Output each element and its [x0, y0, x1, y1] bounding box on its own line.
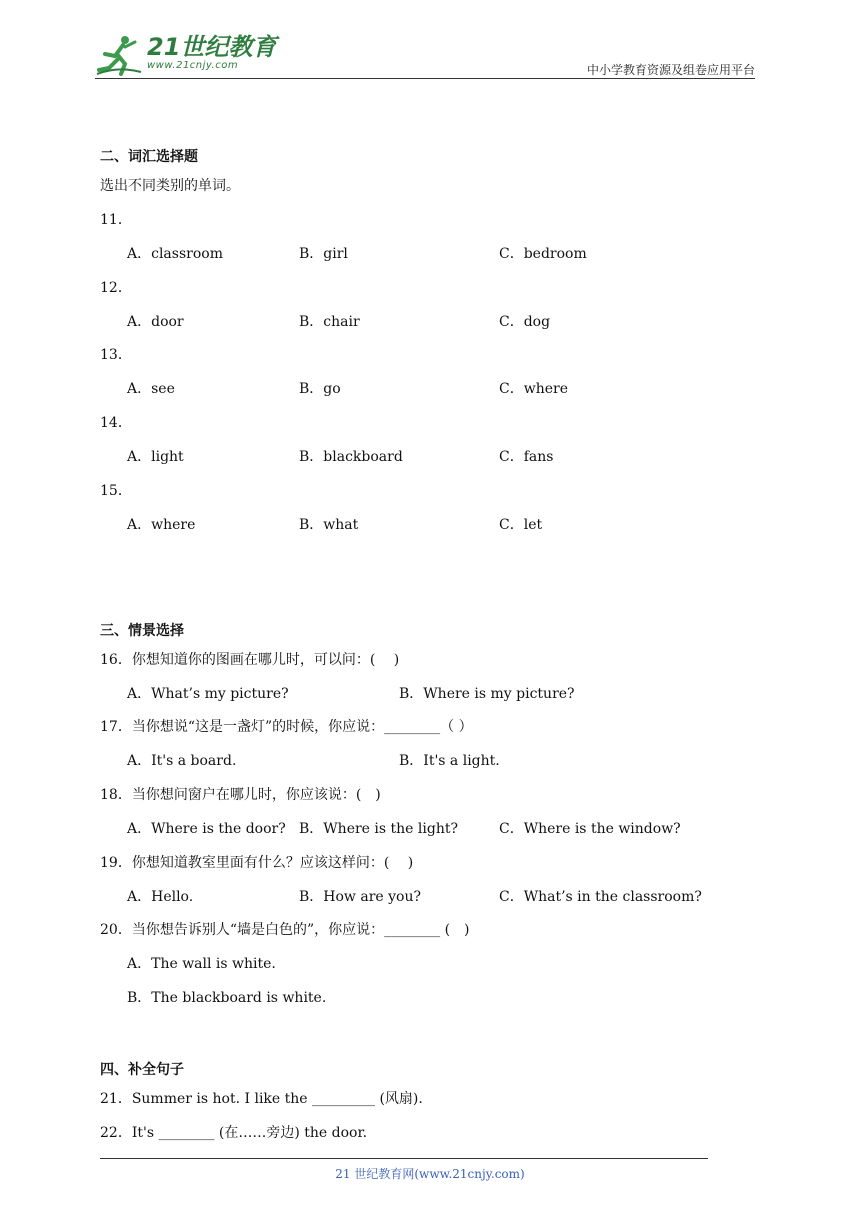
- question-number: 12．: [100, 280, 132, 296]
- question-text: 22．It's ________ (在……旁边) the door.: [100, 1125, 368, 1141]
- option-c: C．Where is the window?: [499, 821, 681, 837]
- platform-name: 中小学教育资源及组卷应用平台: [586, 63, 755, 77]
- option-c: C．let: [499, 517, 543, 533]
- question-text: 21．Summer is hot. I like the _________ (风扇).: [100, 1091, 423, 1107]
- option-a: A．light: [127, 449, 184, 465]
- question-text: 20．当你想告诉别人“墙是白色的”，你应说：________ ( ): [100, 922, 470, 938]
- option-c: C．where: [499, 381, 568, 397]
- section-instruction: 选出不同类别的单词。: [100, 178, 240, 194]
- option-b: B．Where is my picture?: [399, 686, 575, 702]
- option-a: A．where: [127, 517, 196, 533]
- logo-url: www.21cnjy.com: [147, 60, 239, 71]
- question-text: 17．当你想说“这是一盏灯”的时候，你应说：________（ ）: [100, 719, 473, 735]
- option-c: C．fans: [499, 449, 554, 465]
- option-b: B．blackboard: [299, 449, 403, 465]
- option-b: B．Where is the light?: [299, 821, 458, 837]
- section-title: 三、情景选择: [100, 623, 184, 639]
- question-number: 11．: [100, 212, 132, 228]
- question-text: 19．你想知道教室里面有什么？应该这样问：( ): [100, 855, 414, 871]
- question-number: 14．: [100, 415, 132, 431]
- section-title: 二、词汇选择题: [100, 149, 198, 165]
- option-c: C．dog: [499, 314, 551, 330]
- footer-divider: [100, 1158, 708, 1159]
- option-b: B．girl: [299, 246, 348, 262]
- option-a: A．door: [127, 314, 184, 330]
- question-text: 16．你想知道你的图画在哪儿时，可以问：( ): [100, 652, 400, 668]
- question-number: 15．: [100, 483, 132, 499]
- option-b: B．How are you?: [299, 889, 421, 905]
- option-a: A．What’s my picture?: [127, 686, 289, 702]
- logo: [95, 34, 276, 78]
- option-b: B．The blackboard is white.: [127, 990, 327, 1006]
- option-a: A．see: [127, 381, 175, 397]
- option-a: A．Hello.: [127, 889, 194, 905]
- section-title: 四、补全句子: [100, 1062, 184, 1078]
- option-b: B．chair: [299, 314, 360, 330]
- option-c: C．What’s in the classroom?: [499, 889, 702, 905]
- option-b: B．go: [299, 381, 341, 397]
- option-a: A．It's a board.: [127, 753, 237, 769]
- page-header: [95, 30, 755, 78]
- option-a: A．The wall is white.: [127, 956, 276, 972]
- question-number: 13．: [100, 347, 132, 363]
- option-a: A．classroom: [127, 246, 223, 262]
- option-b: B．what: [299, 517, 359, 533]
- logo-title: 21世纪教育: [147, 33, 277, 61]
- header-divider: [95, 78, 755, 79]
- option-c: C．bedroom: [499, 246, 587, 262]
- option-a: A．Where is the door?: [127, 821, 286, 837]
- option-b: B．It's a light.: [399, 753, 500, 769]
- runner-logo-icon: [95, 34, 143, 78]
- question-text: 18．当你想问窗户在哪儿时，你应该说：( ): [100, 787, 381, 803]
- footer-text: 21 世纪教育网(www.21cnjy.com): [335, 1167, 525, 1181]
